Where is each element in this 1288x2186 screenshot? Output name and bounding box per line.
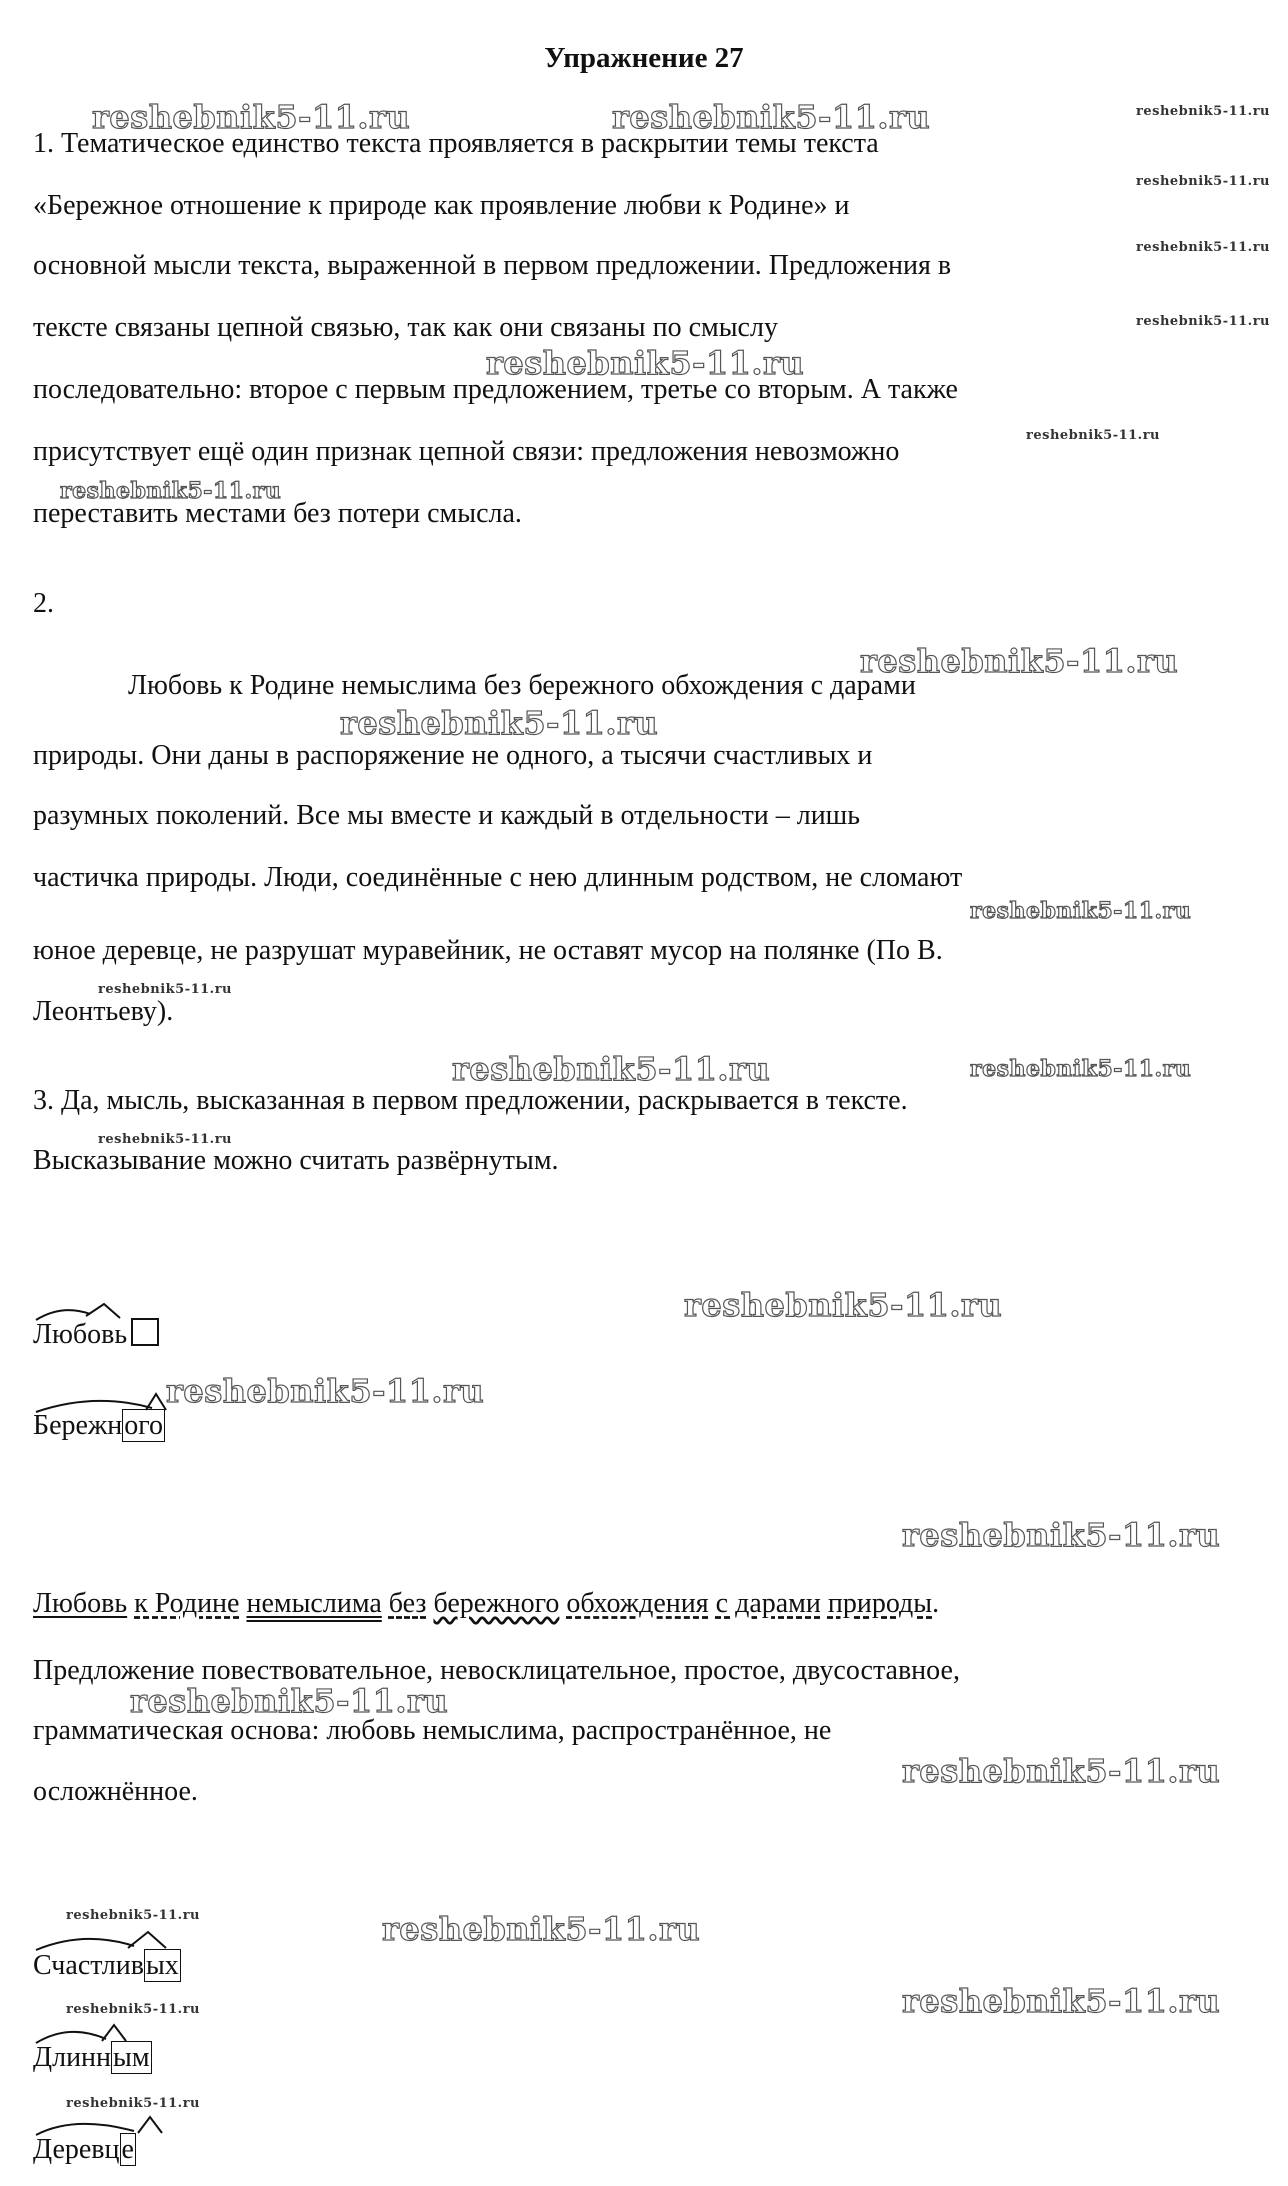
analysis-line: осложнённое. (33, 1776, 198, 1807)
page-title: Упражнение 27 (544, 42, 744, 74)
section2-line: юное деревце, не разрушат муравейник, не оставят мусор на полянке (По В. (33, 935, 943, 966)
object-word: с дарами (715, 1588, 821, 1619)
object-word: к Родине (134, 1588, 240, 1619)
section3-line: 3. Да, мысль, высказанная в первом предложении, раскрывается в тексте. (33, 1085, 908, 1116)
section1-line: тексте связаны цепной связью, так как они связаны по смыслу (33, 312, 778, 343)
morph-ending: ого (124, 1410, 164, 1441)
section1-line: «Бережное отношение к природе как проявление любви к Родине» и (33, 190, 850, 221)
morph-ending: е (121, 2134, 134, 2165)
morph-stem: Длинн (33, 2042, 112, 2073)
watermark: reshebnik5-11.ru (98, 1132, 233, 1147)
object-word: обхождения (566, 1588, 709, 1619)
watermark: reshebnik5-11.ru (902, 1516, 1221, 1554)
section2-number: 2. (33, 588, 54, 619)
section1-line: присутствует ещё один признак цепной связи: предложения невозможно (33, 436, 900, 467)
watermark: reshebnik5-11.ru (92, 98, 411, 136)
attribute-word: бережного (433, 1588, 560, 1619)
section2-line: частичка природы. Люди, соединённые с нею длинным родством, не сломают (33, 862, 963, 893)
watermark: reshebnik5-11.ru (486, 344, 805, 382)
morph-word-2 (33, 1410, 165, 1442)
morph-stem: Деревц (33, 2134, 120, 2165)
watermark: reshebnik5-11.ru (902, 1752, 1221, 1790)
watermark: reshebnik5-11.ru (452, 1050, 771, 1088)
watermark: reshebnik5-11.ru (340, 704, 659, 742)
morph-word-text: Любовь (33, 1319, 128, 1350)
section1-line: последовательно: второе с первым предложением, третье со вторым. А также (33, 374, 958, 405)
preposition: без (388, 1588, 427, 1619)
watermark: reshebnik5-11.ru (130, 1682, 449, 1720)
watermark: reshebnik5-11.ru (684, 1286, 1003, 1324)
analysis-line: Предложение повествовательное, невосклицательное, простое, двусоставное, (33, 1655, 960, 1686)
watermark: reshebnik5-11.ru (382, 1910, 701, 1948)
morph-word-4 (33, 2042, 152, 2074)
section2-line: Любовь к Родине немыслима без бережного обхождения с дарами (128, 670, 916, 701)
morph-ending: ым (113, 2042, 150, 2073)
watermark: reshebnik5-11.ru (970, 898, 1192, 924)
subject: Любовь (33, 1588, 128, 1619)
object-word: природы (827, 1588, 933, 1619)
watermark: reshebnik5-11.ru (60, 478, 282, 504)
parsed-sentence (33, 1588, 939, 1620)
section3-line: Высказывание можно считать развёрнутым. (33, 1145, 559, 1176)
section1-line: 1. Тематическое единство текста проявляется в раскрытии темы текста (33, 128, 879, 159)
watermark: reshebnik5-11.ru (1136, 314, 1271, 329)
section2-line: Леонтьеву). (33, 996, 174, 1027)
watermark: reshebnik5-11.ru (860, 642, 1179, 680)
watermark: reshebnik5-11.ru (1136, 240, 1271, 255)
section1-line: переставить местами без потери смысла. (33, 498, 522, 529)
section2-line: природы. Они даны в распоряжение не одного, а тысячи счастливых и (33, 740, 873, 771)
watermark: reshebnik5-11.ru (1026, 428, 1161, 443)
morph-stem: Бережн (33, 1410, 123, 1441)
morph-ending: ых (145, 1950, 179, 1981)
watermark: reshebnik5-11.ru (902, 1982, 1221, 2020)
morph-word-3 (33, 1950, 181, 1982)
watermark: reshebnik5-11.ru (66, 1908, 201, 1923)
morph-word-1 (33, 1318, 159, 1351)
section1-line: основной мысли текста, выраженной в первом предложении. Предложения в (33, 250, 952, 281)
watermark: reshebnik5-11.ru (612, 98, 931, 136)
morph-stem: Счастлив (33, 1950, 144, 1981)
morph-word-5 (33, 2134, 136, 2166)
watermark: reshebnik5-11.ru (66, 2096, 201, 2111)
watermark: reshebnik5-11.ru (1136, 104, 1271, 119)
analysis-line: грамматическая основа: любовь немыслима, распространённое, не (33, 1715, 832, 1746)
section2-line: разумных поколений. Все мы вместе и каждый в отдельности – лишь (33, 800, 861, 831)
predicate: немыслима (246, 1588, 382, 1619)
watermark: reshebnik5-11.ru (166, 1372, 485, 1410)
zero-ending-box (131, 1318, 159, 1346)
watermark: reshebnik5-11.ru (1136, 174, 1271, 189)
sentence-end: . (932, 1588, 940, 1619)
watermark: reshebnik5-11.ru (98, 982, 233, 997)
watermark: reshebnik5-11.ru (66, 2002, 201, 2017)
watermark: reshebnik5-11.ru (970, 1056, 1192, 1082)
